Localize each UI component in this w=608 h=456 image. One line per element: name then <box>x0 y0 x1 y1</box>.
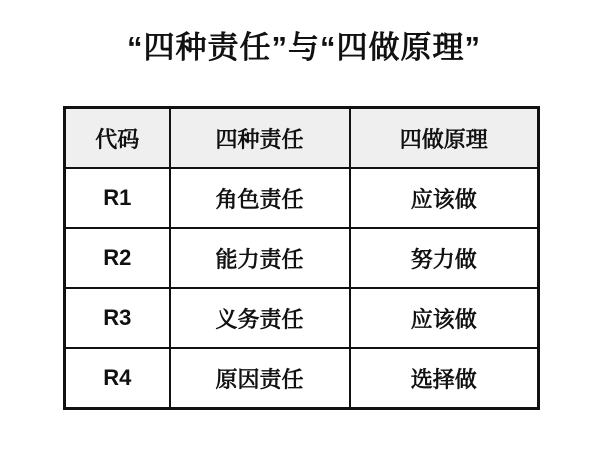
cell-code: R4 <box>65 348 170 409</box>
cell-code: R3 <box>65 288 170 348</box>
header-cell-responsibility: 四种责任 <box>170 108 350 169</box>
header-cell-code: 代码 <box>65 108 170 169</box>
cell-principle: 应该做 <box>350 168 539 228</box>
table-row <box>65 348 539 409</box>
cell-code: R1 <box>65 168 170 228</box>
header-cell-principle: 四做原理 <box>350 108 539 169</box>
cell-principle: 努力做 <box>350 228 539 288</box>
responsibility-table <box>63 106 540 410</box>
table-row <box>65 288 539 348</box>
cell-principle: 应该做 <box>350 288 539 348</box>
cell-responsibility: 原因责任 <box>170 348 350 409</box>
table-header-row <box>65 108 539 169</box>
table-row <box>65 228 539 288</box>
cell-responsibility: 角色责任 <box>170 168 350 228</box>
cell-principle: 选择做 <box>350 348 539 409</box>
cell-responsibility: 义务责任 <box>170 288 350 348</box>
page-title: “四种责任”与“四做原理” <box>127 30 481 65</box>
cell-responsibility: 能力责任 <box>170 228 350 288</box>
cell-code: R2 <box>65 228 170 288</box>
table-row <box>65 168 539 228</box>
